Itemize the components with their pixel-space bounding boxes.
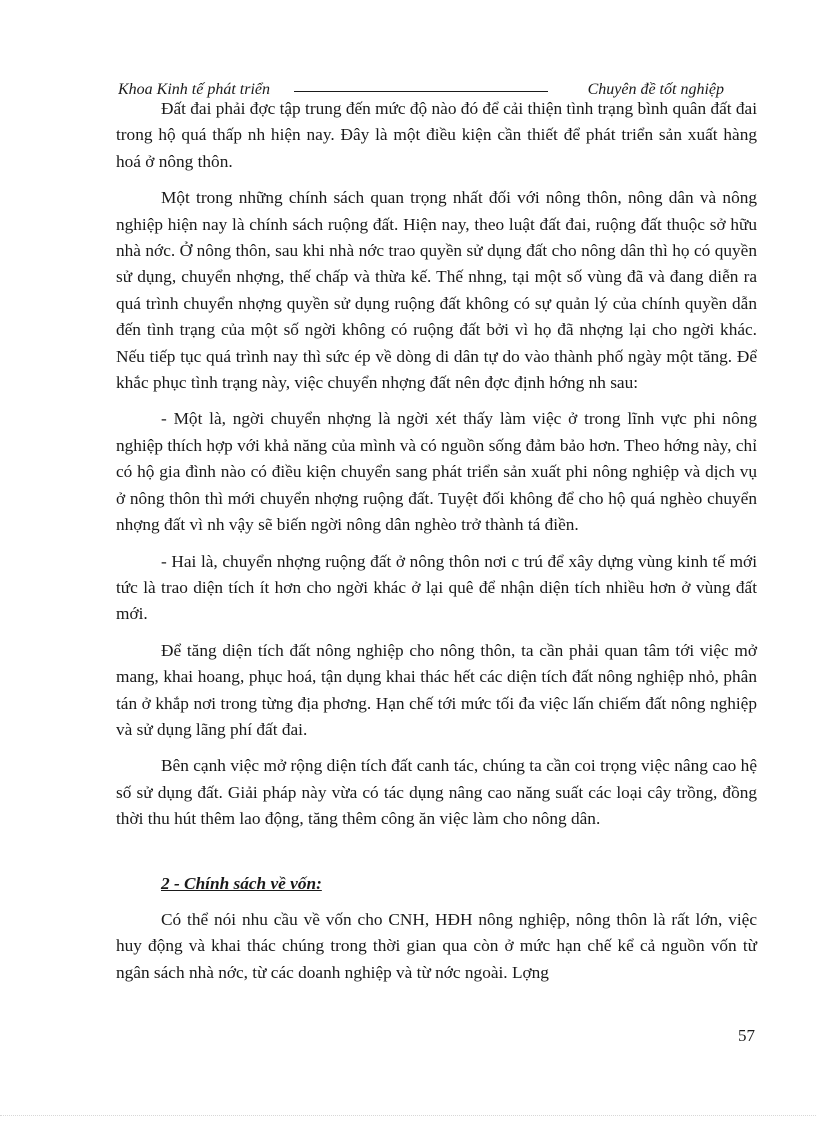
paragraph: - Một là, ngời chuyển nhợng là ngời xét thấy làm việc ở trong lĩnh vực phi nông nghiệp thích hợp với khả năng của mình và có nguồn sống đảm bảo hơn. Theo hớng này, chỉ có hộ gia đình nào có điều kiện chuyển sang phát triển sản xuất phi nông nghiệp và dịch vụ ở nông thôn thì mới chuyển nhợng ruộng đất. Tuyệt đối không để cho hộ quá nghèo chuyển nhợng đất vì nh vậy sẽ biến ngời nông dân nghèo trở thành tá điền.: [116, 409, 757, 535]
document-body: [116, 96, 757, 986]
paragraph: - Hai là, chuyển nhợng ruộng đất ở nông thôn nơi c trú để xây dựng vùng kinh tế mới tức là trao diện tích ít hơn cho ngời khác ở lại quê để nhận diện tích nhiều hơn ở vùng đất mới.: [116, 551, 757, 624]
paragraph: Một trong những chính sách quan trọng nhất đối với nông thôn, nông dân và nông nghiệp hiện nay là chính sách ruộng đất. Hiện nay, theo luật đất đai, ruộng đất thuộc sở hữu nhà nớc. Ở nông thôn, sau khi nhà nớc trao quyền sử dụng đất cho nông dân thì họ có quyền sử dụng, chuyển nhợng, thế chấp và thừa kế. Thế nhng, tại một số vùng đã và đang diễn ra quá trình chuyển nhợng quyền sử dụng ruộng đất không có sự quản lý của chính quyền dẫn đến tình trạng của một số ngời không có ruộng đất bởi vì họ đã nhợng lại cho ngời khác. Nếu tiếp tục quá trình nay thì sức ép về dòng di dân tự do vào thành phố ngày một tăng. Để khắc phục tình trạng này, việc chuyển nhợng đất nên đợc định hớng nh sau:: [116, 188, 757, 393]
page-bottom-border: [0, 1115, 816, 1116]
header-rule: [294, 91, 548, 92]
section-heading: 2 - Chính sách về vốn:: [161, 873, 322, 893]
page-number: 57: [738, 1026, 755, 1045]
header-faculty: Khoa Kinh tế phát triển: [118, 81, 270, 98]
paragraph: Đất đai phải đợc tập trung đến mức độ nào đó để cải thiện tình trạng bình quân đất đai trong hộ quá thấp nh hiện nay. Đây là một điều kiện cần thiết để phát triển sản xuất hàng hoá ở nông thôn.: [116, 99, 757, 171]
paragraph: Bên cạnh việc mở rộng diện tích đất canh tác, chúng ta cần coi trọng việc nâng cao hệ số sử dụng đất. Giải pháp này vừa có tác dụng nâng cao năng suất các loại cây trồng, đồng thời thu hút thêm lao động, tăng thêm công ăn việc làm cho nông dân.: [116, 756, 757, 829]
paragraph: Để tăng diện tích đất nông nghiệp cho nông thôn, ta cần phải quan tâm tới việc mở mang, khai hoang, phục hoá, tận dụng khai thác hết các diện tích đất nông nghiệp nhỏ, phân tán ở khắp nơi trong từng địa phơng. Hạn chế tới mức tối đa việc lấn chiếm đất nông nghiệp và sử dụng lãng phí đất đai.: [116, 640, 757, 739]
paragraph: Có thể nói nhu cầu về vốn cho CNH, HĐH nông nghiệp, nông thôn là rất lớn, việc huy động và khai thác chúng trong thời gian qua còn ở mức hạn chế kể cả nguồn vốn từ ngân sách nhà nớc, từ các doanh nghiệp và từ nớc ngoài. Lợng: [116, 909, 757, 982]
header-title: Chuyên đề tốt nghiệp: [587, 81, 724, 98]
